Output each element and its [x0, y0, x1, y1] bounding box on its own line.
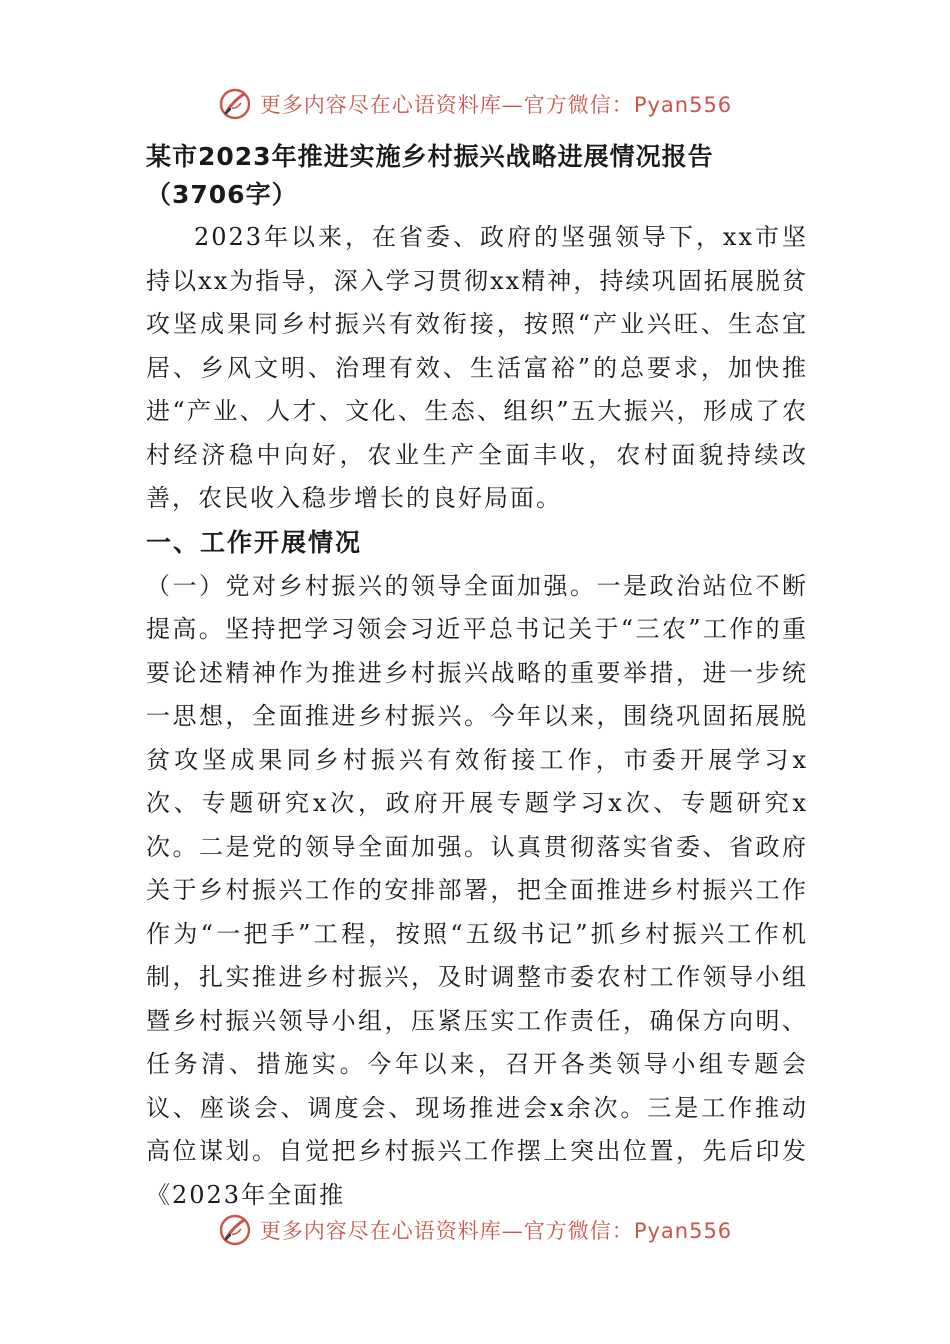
section-heading: 一、工作开展情况 [146, 527, 363, 557]
watermark-text: 更多内容尽在心语资料库—官方微信：Pyan556 [259, 93, 733, 117]
brush-logo-icon [218, 1213, 252, 1247]
document-body [146, 138, 808, 1217]
intro-paragraph: 2023年以来，在省委、政府的坚强领导下，xx市坚持以xx为指导，深入学习贯彻xx精神，持续巩固拓展脱贫攻坚成果同乡村振兴有效衔接，按照“产业兴旺、生态宜居、乡风文明、治理有效、生活富裕”的总要求，加快推进“产业、人才、文化、生态、组织”五大振兴，形成了农村经济稳中向好，农业生产全面丰收，农村面貌持续改善，农民收入稳步增长的良好局面。 [146, 223, 808, 512]
watermark-text: 更多内容尽在心语资料库—官方微信：Pyan556 [259, 1219, 733, 1243]
brush-logo-icon [218, 87, 252, 121]
watermark-header [0, 82, 950, 126]
watermark-handle: Pyan556 [633, 1219, 733, 1243]
watermark-handle: Pyan556 [633, 93, 733, 117]
document-title: 某市2023年推进实施乡村振兴战略进展情况报告（3706字） [146, 142, 714, 209]
watermark-footer [0, 1208, 950, 1252]
section-paragraph: （一）党对乡村振兴的领导全面加强。一是政治站位不断提高。坚持把学习领会习近平总书记关于“三农”工作的重要论述精神作为推进乡村振兴战略的重要举措，进一步统一思想，全面推进乡村振兴。今年以来，围绕巩固拓展脱贫攻坚成果同乡村振兴有效衔接工作，市委开展学习x次、专题研究x次，政府开展专题学习x次、专题研究x次。二是党的领导全面加强。认真贯彻落实省委、省政府关于乡村振兴工作的安排部署，把全面推进乡村振兴工作作为“一把手”工程，按照“五级书记”抓乡村振兴工作机制，扎实推进乡村振兴，及时调整市委农村工作领导小组暨乡村振兴领导小组，压紧压实工作责任，确保方向明、任务清、措施实。今年以来，召开各类领导小组专题会议、座谈会、调度会、现场推进会x余次。三是工作推动高位谋划。自觉把乡村振兴工作摆上突出位置，先后印发《2023年全面推 [146, 571, 808, 1209]
